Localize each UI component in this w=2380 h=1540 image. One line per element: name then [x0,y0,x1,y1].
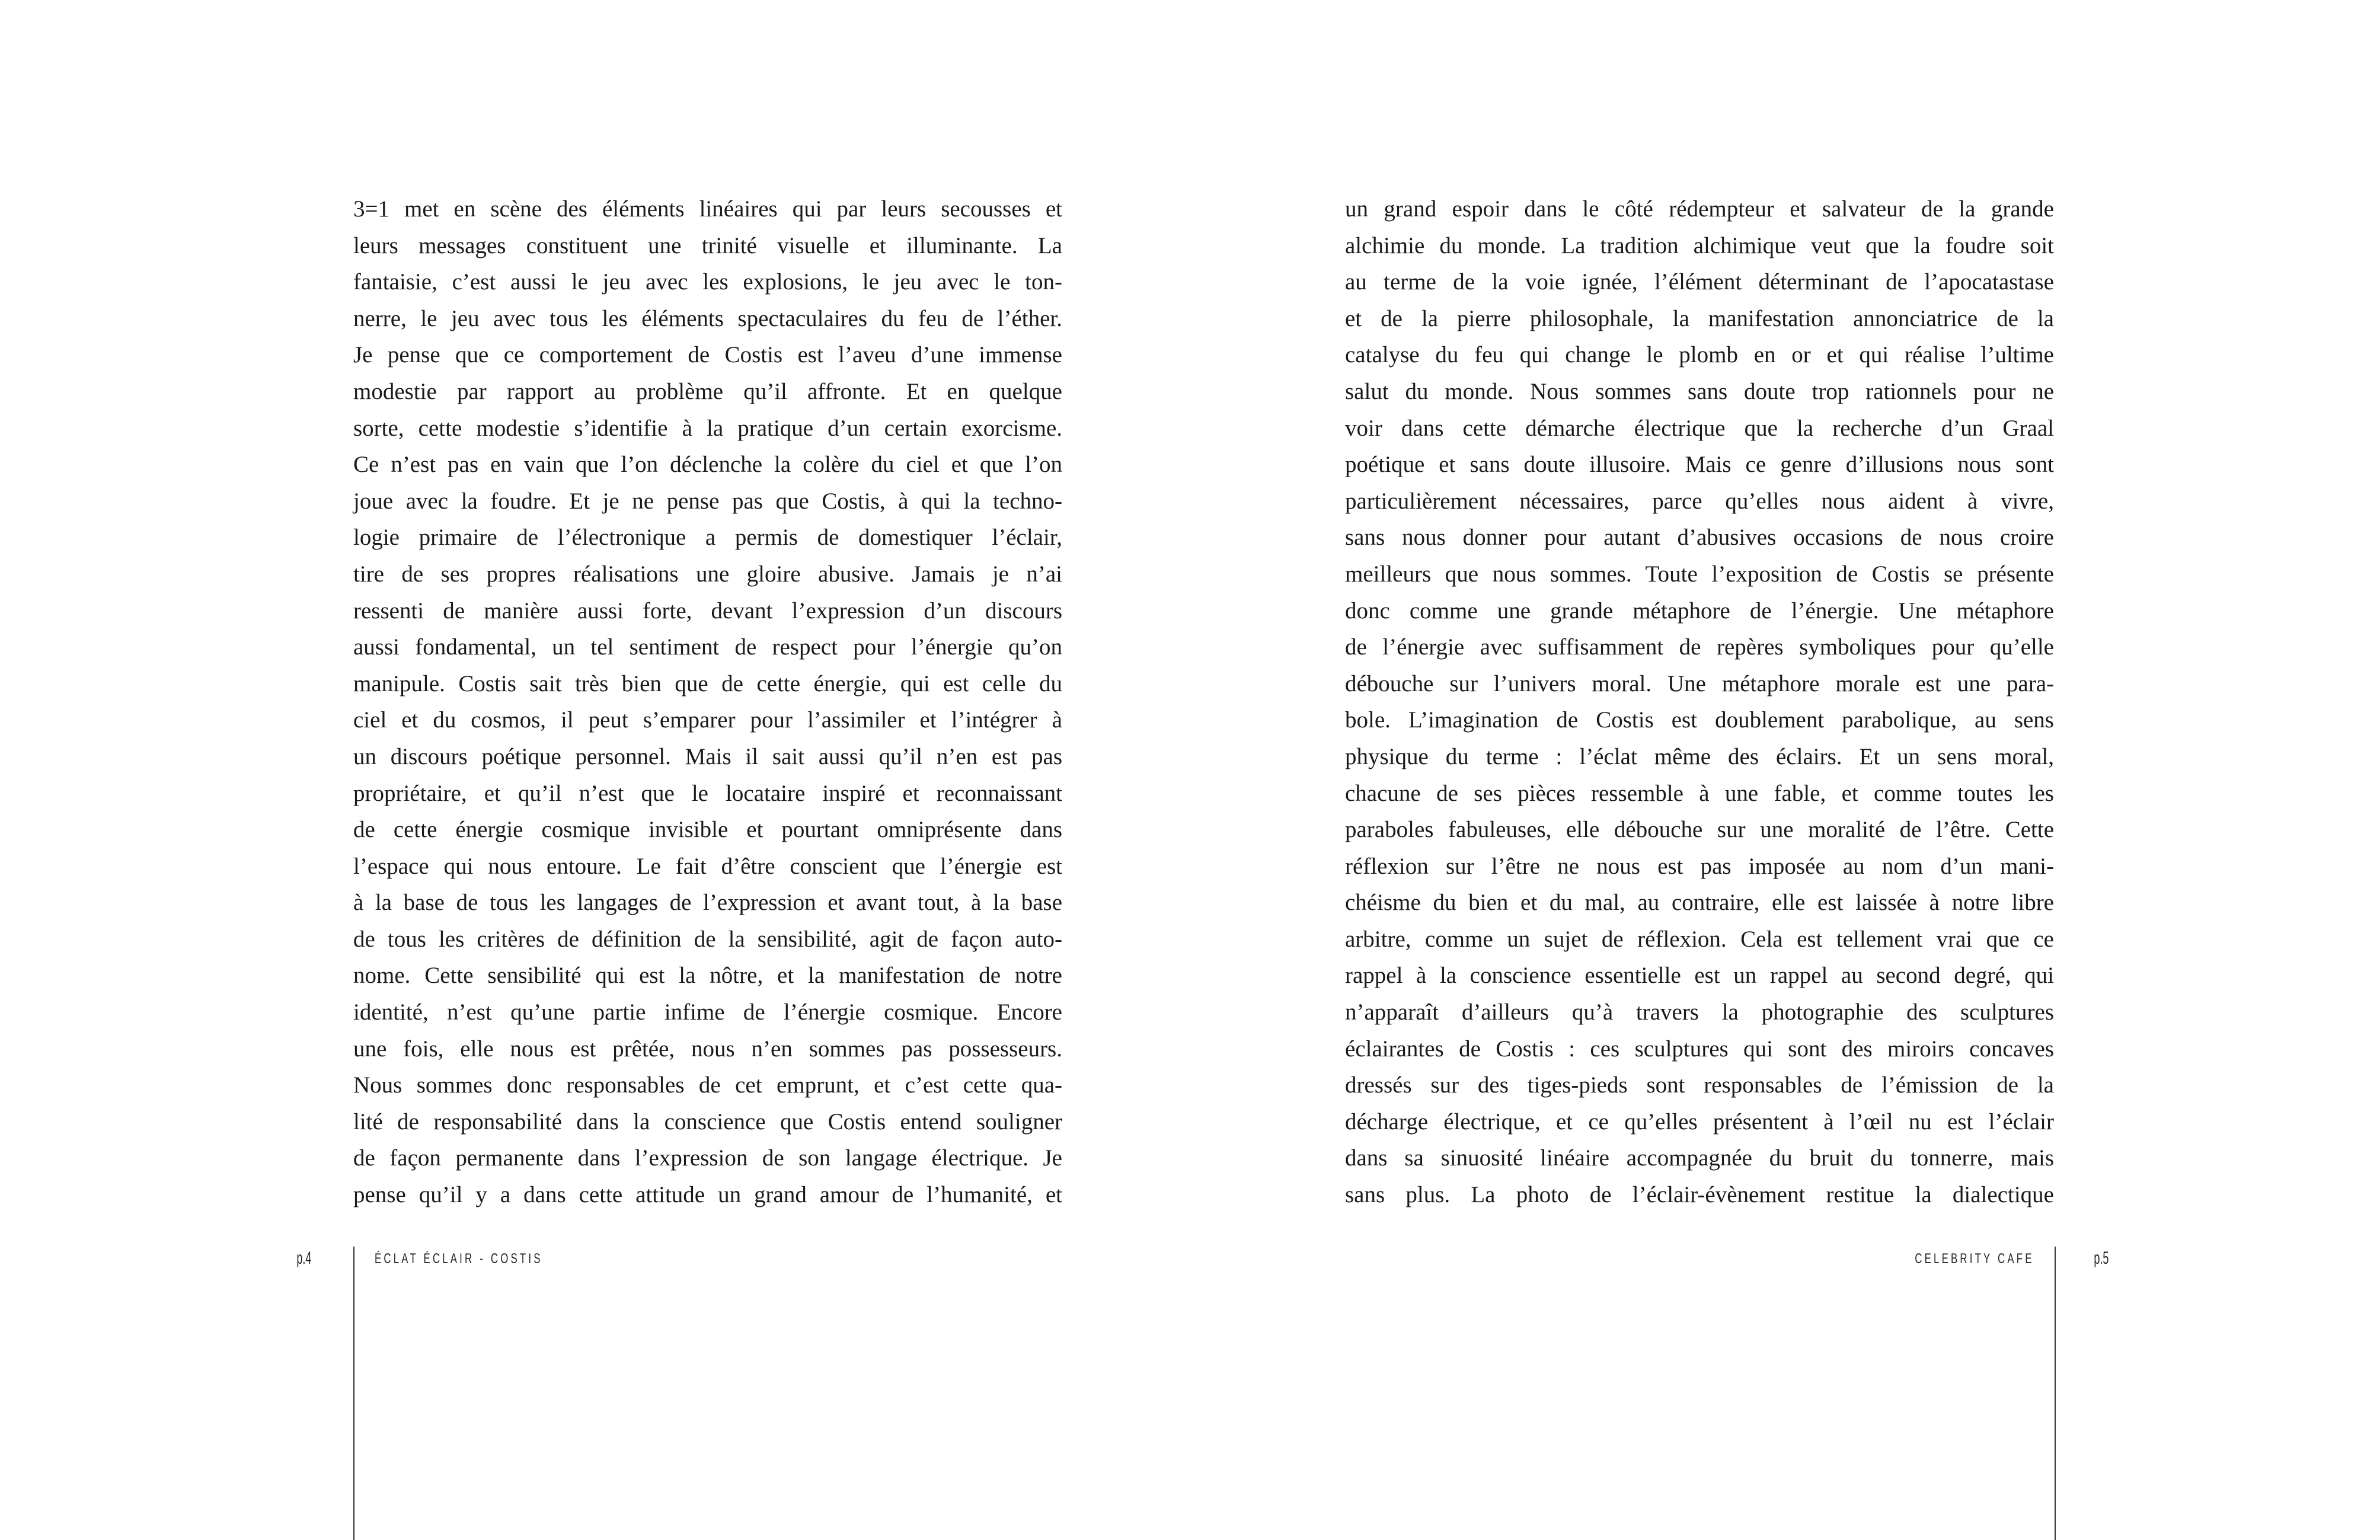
text-line: alchimie du monde. La tradition alchimique veut que la foudre soit [1345,232,2054,258]
text-line: poétique et sans doute illusoire. Mais ce genre d’illusions nous sont [1345,452,2054,478]
text-line: physique du terme : l’éclat même des éclairs. Et un sens moral, [1345,743,2054,769]
right-page-body-text [1345,191,2054,1213]
text-line: de tous les critères de définition de la sensibilité, agit de façon auto- [353,926,1062,952]
text-line: rappel à la conscience essentielle est un rappel au second degré, qui [1345,963,2054,989]
text-line: éclairantes de Costis : ces sculptures qui sont des miroirs concaves [1345,1036,2054,1062]
text-line: paraboles fabuleuses, elle débouche sur une moralité de l’être. Cette [1345,817,2054,843]
text-line: sorte, cette modestie s’identifie à la pratique d’un certain exorcisme. [353,415,1062,441]
text-line: ressenti de manière aussi forte, devant l’expression d’un discours [353,598,1062,624]
text-line: modestie par rapport au problème qu’il affronte. Et en quelque [353,378,1062,404]
text-line: n’apparaît d’ailleurs qu’à travers la photographie des sculptures [1345,999,2054,1025]
text-line: pense qu’il y a dans cette attitude un grand amour de l’humanité, et [353,1182,1062,1208]
right-footer-rule [2055,1247,2056,1540]
text-line: propriétaire, et qu’il n’est que le locataire inspiré et reconnaissant [353,780,1062,806]
text-line: de l’énergie avec suffisamment de repères symboliques pour qu’elle [1345,634,2054,660]
text-line: identité, n’est qu’une partie infime de l’énergie cosmique. Encore [353,999,1062,1025]
text-line: aussi fondamental, un tel sentiment de respect pour l’énergie qu’on [353,634,1062,660]
text-line: arbitre, comme un sujet de réflexion. Cela est tellement vrai que ce [1345,926,2054,952]
text-line: meilleurs que nous sommes. Toute l’exposition de Costis se présente [1345,561,2054,587]
text-line: l’espace qui nous entoure. Le fait d’être conscient que l’énergie est [353,853,1062,879]
text-line: nome. Cette sensibilité qui est la nôtre, et la manifestation de notre [353,963,1062,989]
text-line: bole. L’imagination de Costis est doublement parabolique, au sens [1345,707,2054,733]
text-line: particulièrement nécessaires, parce qu’elles nous aident à vivre, [1345,488,2054,514]
left-page-number: p.4 [296,1248,312,1268]
text-line: réflexion sur l’être ne nous est pas imposée au nom d’un mani- [1345,853,2054,879]
text-line: et de la pierre philosophale, la manifestation annonciatrice de la [1345,305,2054,331]
text-line: joue avec la foudre. Et je ne pense pas que Costis, à qui la techno- [353,488,1062,514]
text-line: à la base de tous les langages de l’expression et avant tout, à la base [353,890,1062,916]
text-line: fantaisie, c’est aussi le jeu avec les explosions, le jeu avec le ton- [353,269,1062,295]
left-page-body-text [353,191,1062,1213]
text-line: dans sa sinuosité linéaire accompagnée du bruit du tonnerre, mais [1345,1145,2054,1171]
text-line: de cette énergie cosmique invisible et pourtant omniprésente dans [353,817,1062,843]
text-line: leurs messages constituent une trinité visuelle et illuminante. La [353,232,1062,258]
text-line: au terme de la voie ignée, l’élément déterminant de l’apocatastase [1345,269,2054,295]
text-line: chacune de ses pièces ressemble à une fable, et comme toutes les [1345,780,2054,806]
text-line: de façon permanente dans l’expression de son langage électrique. Je [353,1145,1062,1171]
text-line: une fois, elle nous est prêtée, nous n’en sommes pas possesseurs. [353,1036,1062,1062]
text-line: sans plus. La photo de l’éclair-évènement restitue la dialectique [1345,1182,2054,1208]
text-line: tire de ses propres réalisations une gloire abusive. Jamais je n’ai [353,561,1062,587]
left-footer-rule [353,1247,354,1540]
text-line: chéisme du bien et du mal, au contraire, elle est laissée à notre libre [1345,890,2054,916]
text-line: ciel et du cosmos, il peut s’emparer pour l’assimiler et l’intégrer à [353,707,1062,733]
text-line: manipule. Costis sait très bien que de cette énergie, qui est celle du [353,670,1062,696]
text-line: catalyse du feu qui change le plomb en or et qui réalise l’ultime [1345,342,2054,368]
text-line: débouche sur l’univers moral. Une métaphore morale est une para- [1345,670,2054,696]
text-line: nerre, le jeu avec tous les éléments spectaculaires du feu de l’éther. [353,305,1062,331]
text-line: décharge électrique, et ce qu’elles présentent à l’œil nu est l’éclair [1345,1108,2054,1135]
text-line: voir dans cette démarche électrique que la recherche d’un Graal [1345,415,2054,441]
text-line: un discours poétique personnel. Mais il sait aussi qu’il n’en est pas [353,743,1062,769]
text-line: un grand espoir dans le côté rédempteur et salvateur de la grande [1345,196,2054,222]
text-line: Je pense que ce comportement de Costis est l’aveu d’une immense [353,342,1062,368]
text-line: salut du monde. Nous sommes sans doute trop rationnels pour ne [1345,378,2054,404]
right-page-number: p.5 [2094,1248,2109,1268]
text-line: Ce n’est pas en vain que l’on déclenche la colère du ciel et que l’on [353,452,1062,478]
text-line: donc comme une grande métaphore de l’énergie. Une métaphore [1345,598,2054,624]
text-line: 3=1 met en scène des éléments linéaires qui par leurs secousses et [353,196,1062,222]
text-line: Nous sommes donc responsables de cet emprunt, et c’est cette qua- [353,1072,1062,1098]
text-line: dressés sur des tiges-pieds sont responsables de l’émission de la [1345,1072,2054,1098]
text-line: sans nous donner pour autant d’abusives occasions de nous croire [1345,525,2054,551]
right-running-title: CELEBRITY CAFE [1915,1251,2034,1267]
text-line: logie primaire de l’électronique a permis de domestiquer l’éclair, [353,525,1062,551]
text-line: lité de responsabilité dans la conscience que Costis entend souligner [353,1108,1062,1135]
left-running-title: ÉCLAT ÉCLAIR - COSTIS [375,1251,543,1267]
